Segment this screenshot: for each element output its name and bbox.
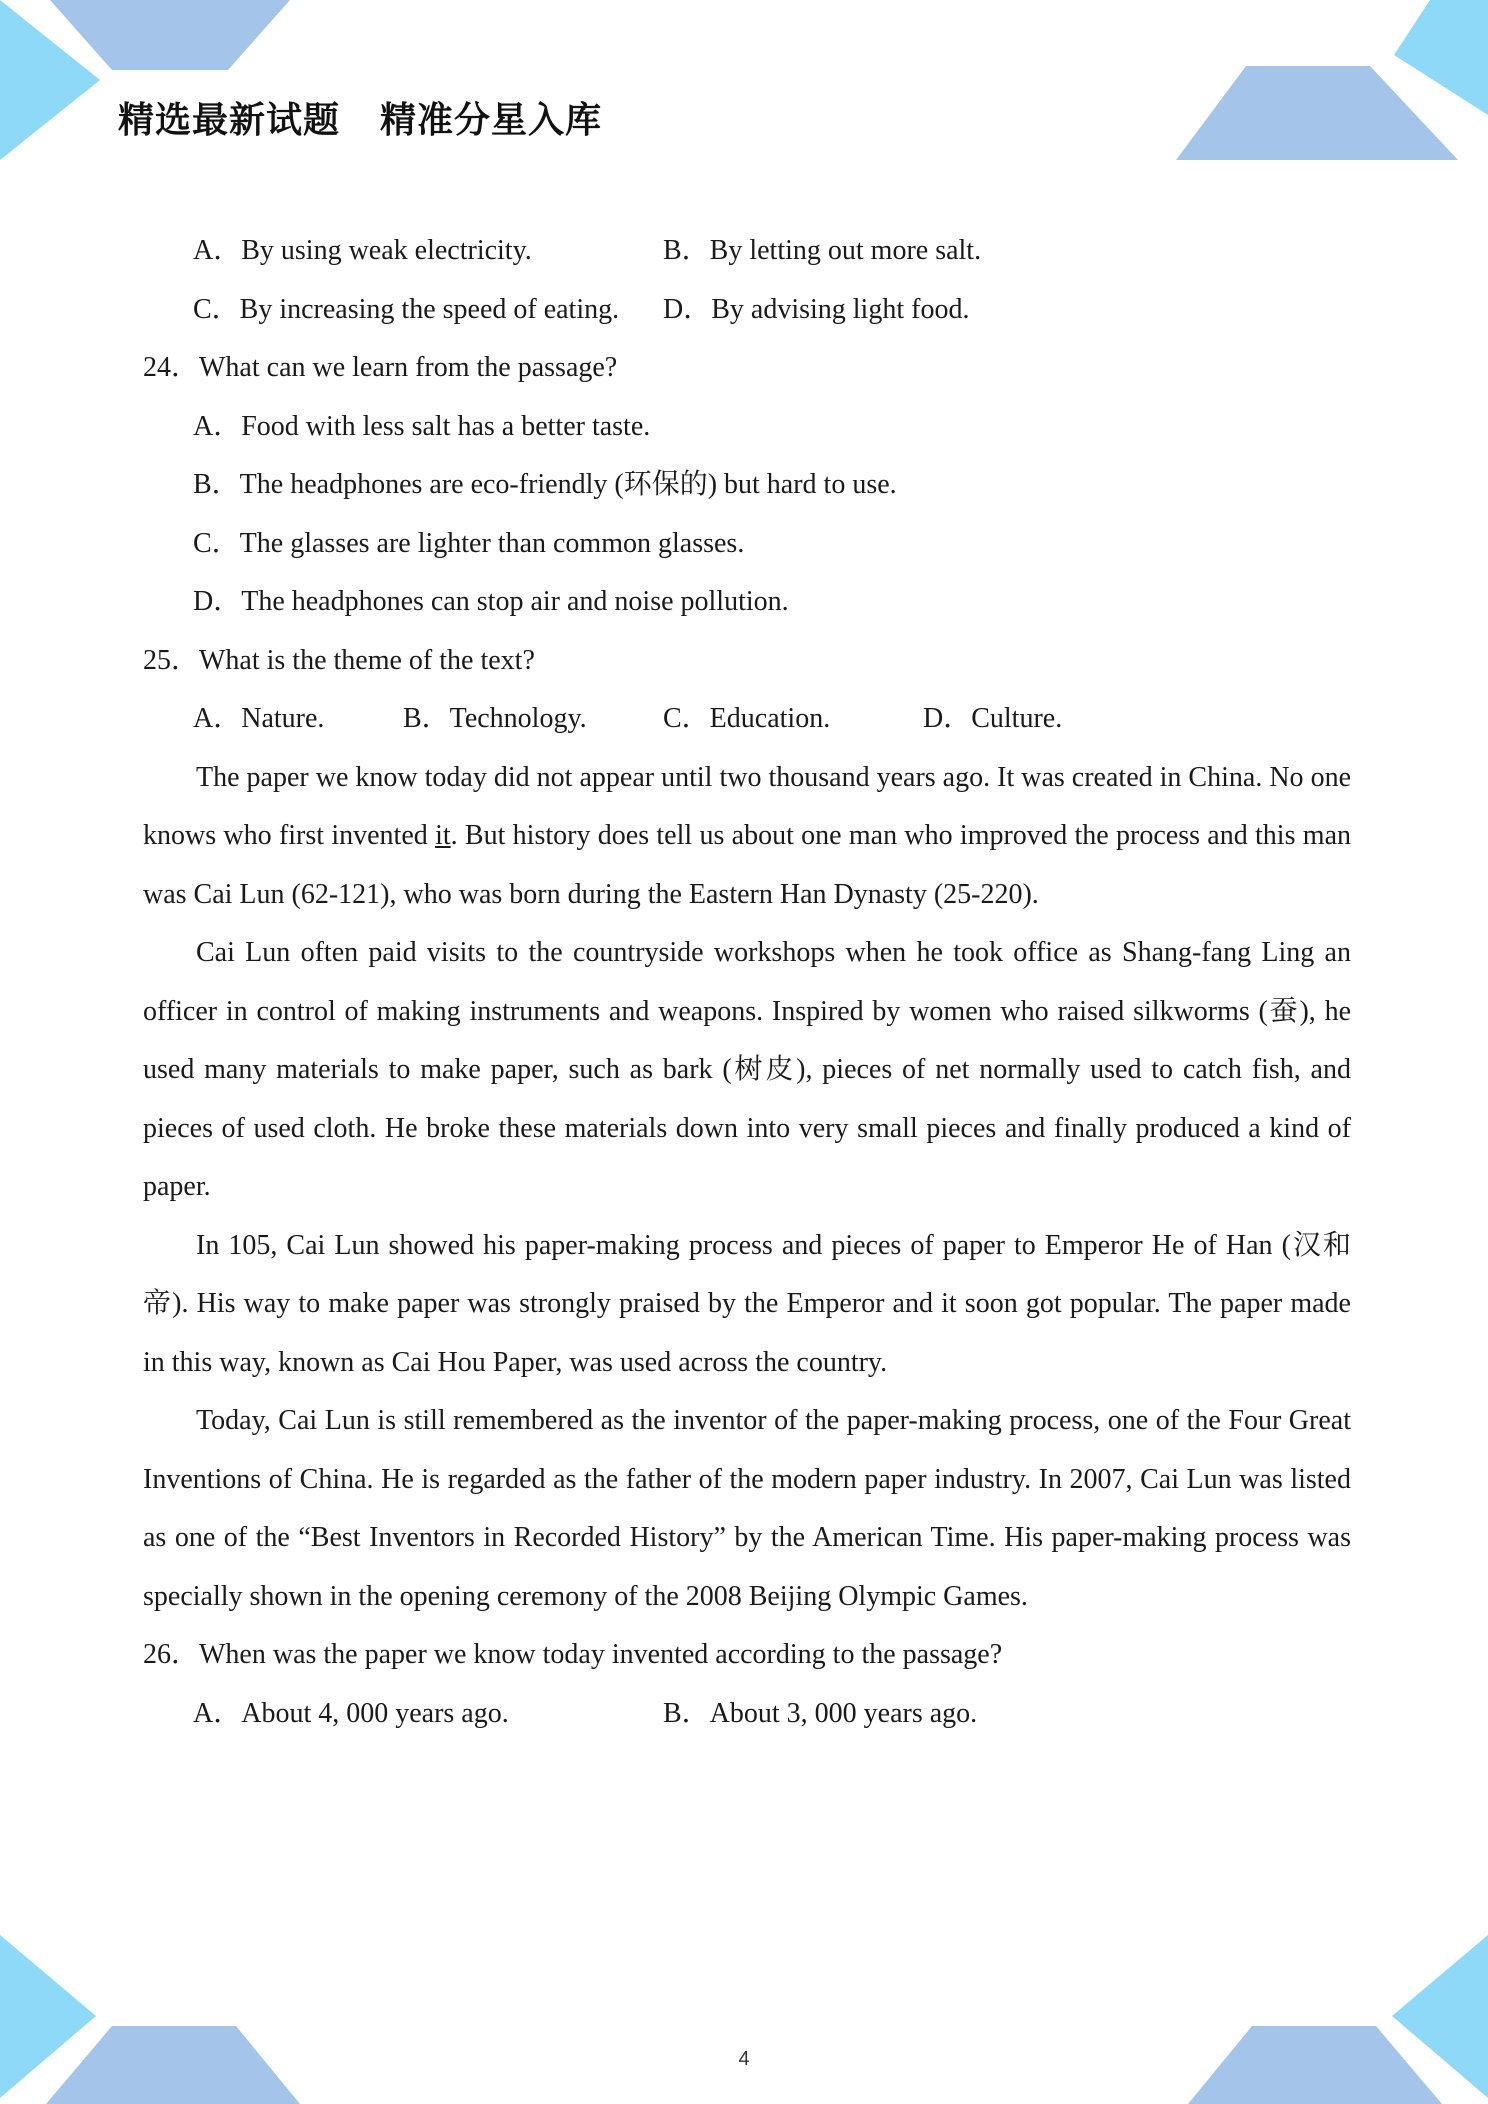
passage-paragraph-3: In 105, Cai Lun showed his paper-making process and pieces of paper to Emperor He of Han (汉和帝). His way to make paper was strongly praised by the Emperor and it soon got popular. The paper made in this way, known as Cai Hou Paper, was used across the country. [143,1229,1351,1378]
q23-option-b: B．By letting out more salt. [663,235,982,266]
q23-options-row-2 [143,281,1351,340]
q25-option-b: B．Technology. [403,703,587,734]
passage-p1-text-a: The paper we know today did not appear until two thousand years ago. It was created in China. No one knows who first invented [143,761,1351,851]
header-title-left: 精选最新试题 [118,100,341,141]
q26-option-a: A．About 4, 000 years ago. [193,1697,509,1729]
q25-options-row [143,690,1351,749]
q25-stem: 25．What is the theme of the text? [143,644,535,676]
passage-p1-underlined-word: it [435,820,451,851]
q24-option-b: B．The headphones are eco-friendly (环保的) but hard to use. [193,469,897,500]
header-title-right: 精准分星入库 [380,100,603,141]
q24-option-c: C．The glasses are lighter than common glasses. [193,527,745,559]
q24-option-a: A．Food with less salt has a better taste. [193,410,651,442]
page-number: 4 [738,2048,750,2070]
top-left-trapezoid [50,0,290,70]
q26-options-row [143,1685,1351,1744]
q25-option-a: A．Nature. [193,703,325,734]
header-title [118,92,602,143]
q24-option-d: D．The headphones can stop air and noise pollution. [193,586,789,617]
q26-option-b: B．About 3, 000 years ago. [663,1697,978,1729]
q23-option-d: D．By advising light food. [663,293,970,325]
top-right-trapezoid [1176,66,1458,160]
passage-paragraph-2: Cai Lun often paid visits to the countryside workshops when he took office as Shang-fang Ling an officer in control of making instruments and weapons. Inspired by women who raised silkworms (蚕), he used many materials to make paper, such as bark (树皮), pieces of net normally used to catch fish, and pieces of used cloth. He broke these materials down into very small pieces and finally produced a kind of paper. [143,937,1351,1202]
q24-stem: 24．What can we learn from the passage? [143,352,618,383]
top-right-triangle [1394,0,1488,115]
q23-option-c: C．By increasing the speed of eating. [193,293,620,325]
q23-option-a: A．By using weak electricity. [193,235,532,266]
passage-p1-text-b: . But history does tell us about one man who improved the process and this man was Cai Lun (62-121), who was born during the Eastern Han Dynasty (25-220). [143,820,1351,910]
passage-paragraph-4: Today, Cai Lun is still remembered as the inventor of the paper-making process, one of the Four Great Inventions of China. He is regarded as the father of the modern paper industry. In 2007, Cai Lun was listed as one of the “Best Inventors in Recorded History” by the American Time. His paper-making process was specially shown in the opening ceremony of the 2008 Beijing Olympic Games. [143,1405,1351,1612]
q23-options-row-1 [143,222,1351,281]
document-body [143,222,1351,1743]
q25-option-d: D．Culture. [923,703,1063,734]
q26-stem: 26．When was the paper we know today invented according to the passage? [143,1639,1003,1670]
q25-option-c: C．Education. [663,703,831,734]
passage-paragraph-1 [143,749,1351,925]
